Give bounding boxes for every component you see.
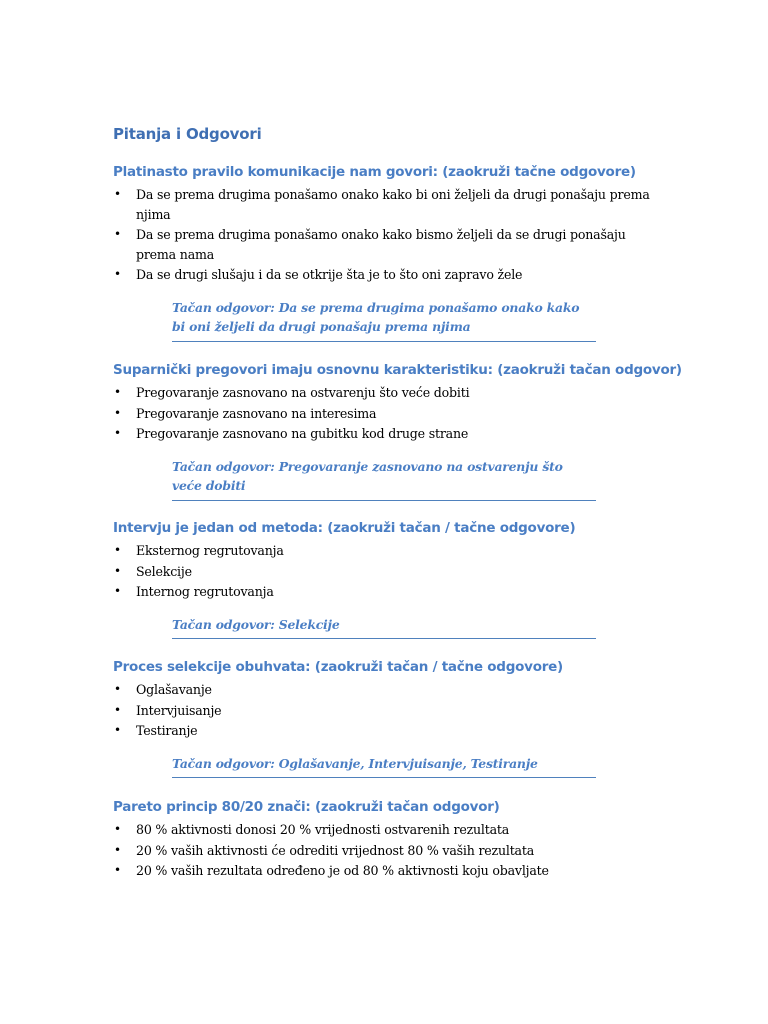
option-text: Pregovaranje zasnovano na gubitku kod druge strane [136, 426, 469, 441]
option-list [113, 680, 653, 741]
option-text: Eksternog regrutovanja [136, 543, 284, 558]
option-list [113, 541, 653, 602]
option-text: Pregovaranje zasnovano na ostvarenju što veće dobiti [136, 385, 470, 400]
bullet-icon: • [114, 723, 121, 737]
option-list [113, 185, 653, 285]
question-block-4 [113, 657, 653, 778]
option-text: Internog regrutovanja [136, 584, 274, 599]
list-item [113, 820, 653, 840]
list-item [113, 680, 653, 700]
question-heading: Proces selekcije obuhvata: (zaokruži tačan / tačne odgovore) [113, 659, 563, 675]
list-item [113, 185, 653, 224]
bullet-icon: • [114, 682, 121, 696]
list-item [113, 582, 653, 602]
list-item [113, 562, 653, 582]
list-item [113, 404, 653, 424]
correct-answer: Tačan odgovor: Pregovaranje zasnovano na ostvarenju što veće dobiti [172, 457, 596, 501]
option-text: 20 % vaših aktivnosti će odrediti vrijednost 80 % vaših rezultata [136, 842, 535, 858]
option-list [113, 820, 653, 881]
list-item [113, 265, 653, 285]
question-heading: Platinasto pravilo komunikacije nam govori: (zaokruži tačne odgovore) [113, 164, 636, 180]
bullet-icon: • [114, 267, 121, 281]
bullet-icon: • [114, 385, 121, 399]
bullet-icon: • [114, 426, 121, 440]
list-item [113, 541, 653, 561]
option-text: 20 % vaših rezultata određeno je od 80 % aktivnosti koju obavljate [136, 863, 549, 878]
list-item [113, 424, 653, 444]
list-item [113, 721, 653, 741]
bullet-icon: • [114, 543, 121, 557]
bullet-icon: • [114, 822, 121, 836]
question-block-5 [113, 797, 653, 882]
question-block-1 [113, 162, 653, 342]
correct-answer: Tačan odgovor: Da se prema drugima ponašamo onako kako bi oni željeli da drugi ponašaju prema njima [172, 298, 596, 342]
bullet-icon: • [114, 227, 121, 241]
list-item [113, 861, 653, 881]
bullet-icon: • [114, 842, 121, 857]
correct-answer: Tačan odgovor: Selekcije [172, 615, 596, 640]
list-item [113, 225, 653, 264]
option-text: Da se prema drugima ponašamo onako kako bismo željeli da se drugi ponašaju prema nama [136, 227, 626, 262]
question-heading: Suparnički pregovori imaju osnovnu karakteristiku: (zaokruži tačan odgovor) [113, 362, 682, 378]
list-item [113, 383, 653, 403]
correct-answer: Tačan odgovor: Oglašavanje, Intervjuisanje, Testiranje [172, 754, 596, 779]
question-block-2 [113, 360, 682, 501]
bullet-icon: • [114, 563, 121, 578]
question-heading: Pareto princip 80/20 znači: (zaokruži tačan odgovor) [113, 799, 500, 815]
bullet-icon: • [114, 405, 121, 420]
option-text: Selekcije [136, 563, 192, 579]
option-text: 80 % aktivnosti donosi 20 % vrijednosti ostvarenih rezultata [136, 822, 510, 837]
bullet-icon: • [114, 584, 121, 598]
option-text: Da se drugi slušaju i da se otkrije šta je to što oni zapravo žele [136, 267, 523, 282]
option-text: Intervjuisanje [136, 702, 222, 718]
option-text: Testiranje [136, 723, 198, 738]
option-text: Pregovaranje zasnovano na interesima [136, 405, 377, 421]
list-item [113, 701, 653, 721]
question-heading: Intervju je jedan od metoda: (zaokruži tačan / tačne odgovore) [113, 520, 576, 536]
question-block-3 [113, 518, 653, 639]
document-title: Pitanja i Odgovori [113, 125, 262, 143]
option-text: Da se prema drugima ponašamo onako kako bi oni željeli da drugi ponašaju prema njima [136, 187, 650, 222]
bullet-icon: • [114, 187, 121, 201]
option-text: Oglašavanje [136, 682, 212, 697]
list-item [113, 841, 653, 861]
bullet-icon: • [114, 863, 121, 877]
option-list [113, 383, 653, 444]
bullet-icon: • [114, 702, 121, 717]
